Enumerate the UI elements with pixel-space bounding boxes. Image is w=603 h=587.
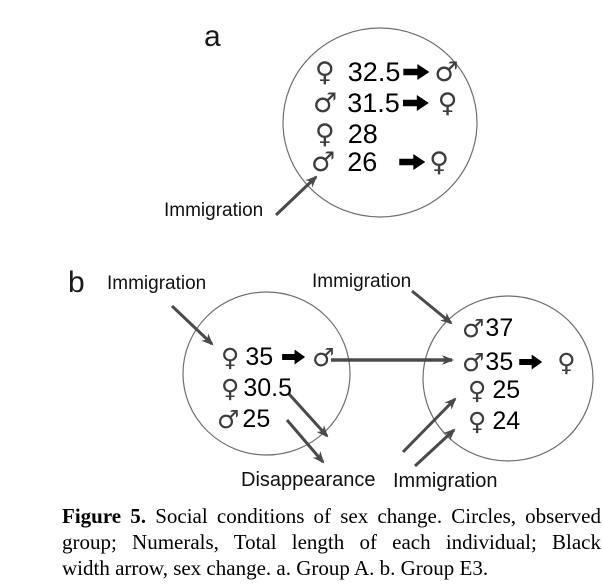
caption-line-2: group; Numerals, Total length of each individual; Black: [62, 530, 601, 554]
sex-change-arrow-icon: [282, 350, 305, 365]
female-symbol: ♀: [468, 375, 487, 405]
fish-row-b-right-3: [468, 375, 520, 405]
fish-row-b-right-2: [462, 347, 576, 377]
length-value: 35: [245, 342, 274, 371]
length-value: 25: [492, 375, 521, 404]
immigration-arrow-b-bottom-1: [403, 399, 455, 452]
figure-number: Figure 5.: [62, 504, 147, 528]
length-value: 30.5: [243, 373, 292, 402]
immigration-arrow-b-top-left: [172, 306, 212, 344]
female-symbol: ♀: [429, 146, 450, 178]
caption-line-1: [62, 503, 601, 529]
female-symbol: ♀: [315, 118, 335, 150]
female-symbol: ♀: [437, 87, 458, 119]
caption-line-3: width arrow, sex change. a. Group A. b. Group E3.: [62, 556, 489, 580]
male-symbol: ♂: [434, 56, 459, 88]
immigration-arrow-b-top-right: [412, 291, 451, 323]
female-symbol: ♀: [468, 406, 487, 436]
fish-row-a4: [311, 147, 449, 177]
male-symbol: ♂: [462, 347, 485, 377]
immigration-label-b-bottom: Immigration: [393, 470, 498, 492]
fish-row-b-right-1: [462, 313, 513, 343]
figure-caption: [62, 503, 601, 581]
fish-row-b-right-4: [468, 406, 520, 436]
sex-change-arrow-icon: [519, 355, 542, 370]
fish-row-b-left-3: [217, 404, 270, 434]
panel-a-label: a: [204, 20, 221, 53]
length-value: 26: [347, 146, 378, 177]
female-symbol: ♀: [557, 347, 576, 377]
male-symbol: ♂: [311, 146, 336, 178]
female-symbol: ♀: [221, 342, 240, 372]
immigration-label-b-top-left: Immigration: [107, 273, 207, 294]
immigration-label-b-top-right: Immigration: [312, 271, 412, 292]
fish-row-a3: [315, 119, 378, 149]
length-value: 24: [492, 406, 521, 435]
male-symbol: ♂: [313, 87, 338, 119]
length-value: 25: [242, 404, 271, 433]
sex-change-arrow-icon: [403, 95, 429, 111]
fish-row-a2: [313, 88, 458, 118]
panel-b-label: b: [68, 266, 85, 299]
female-symbol: ♀: [221, 373, 240, 403]
length-value: 35: [485, 347, 514, 376]
length-value: 37: [485, 313, 514, 342]
male-symbol: ♂: [312, 342, 335, 372]
male-symbol: ♂: [217, 404, 240, 434]
caption-line-1-text: Social conditions of sex change. Circles, observed: [146, 504, 601, 528]
length-value: 28: [347, 118, 378, 149]
length-value: 31.5: [347, 87, 400, 118]
sex-change-arrow-icon: [403, 64, 429, 80]
male-symbol: ♂: [462, 313, 485, 343]
fish-row-b-left-2: [221, 373, 292, 403]
immigration-label-a: Immigration: [164, 200, 264, 221]
female-symbol: ♀: [315, 56, 335, 88]
length-value: 32.5: [347, 56, 401, 87]
sex-change-arrow-icon: [399, 154, 425, 170]
fish-row-b-left-1: [221, 342, 335, 372]
disappearance-label: Disappearance: [241, 469, 376, 491]
immigration-arrow-a: [276, 177, 316, 215]
fish-row-a1: [315, 57, 459, 87]
